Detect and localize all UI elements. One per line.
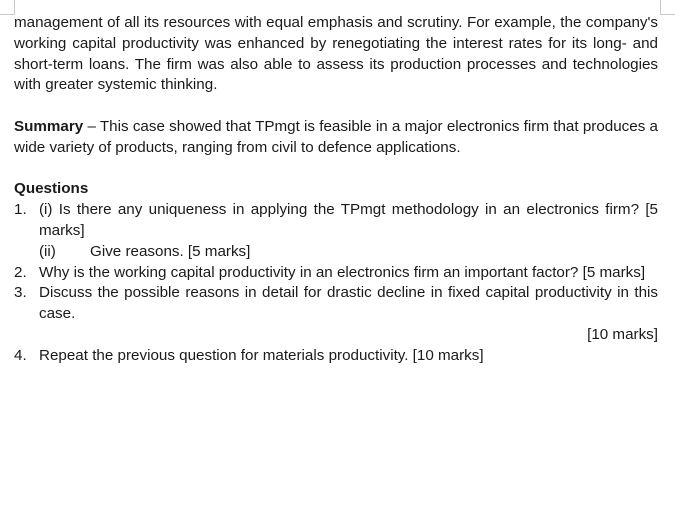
summary-label: Summary [14, 117, 84, 135]
question-subpart [39, 242, 658, 263]
question-number: 3. [14, 284, 27, 302]
question-number: 1. [14, 201, 27, 219]
question-number: 4. [14, 346, 27, 364]
question-item-1 [14, 200, 658, 262]
summary-paragraph [14, 117, 658, 159]
questions-list [14, 200, 658, 366]
question-marks: [10 marks] [587, 325, 658, 343]
question-item-4 [14, 346, 658, 367]
summary-text: – This case showed that TPmgt is feasible in a major electronics firm that produces a wide variety of products, ranging from civil to defence applications. [14, 117, 658, 156]
subpart-text: Give reasons. [5 marks] [90, 242, 251, 260]
question-text: Discuss the possible reasons in detail for drastic decline in fixed capital productivity in this case. [39, 284, 658, 323]
question-text: Why is the working capital productivity in an electronics firm an important factor? [5 marks] [39, 263, 646, 281]
question-item-2 [14, 263, 658, 284]
intro-paragraph: management of all its resources with equal emphasis and scrutiny. For example, the company's working capital productivity was enhanced by renegotiating the interest rates for its long- and short-term loans. The firm was also able to assess its production processes and technologies with greater systemic thinking. [14, 14, 658, 94]
paragraph-spacer [14, 96, 658, 117]
page-corner-mark-left [0, 0, 15, 15]
question-text: Repeat the previous question for materials productivity. [10 marks] [39, 346, 484, 364]
page-corner-mark-right [660, 0, 675, 15]
questions-heading: Questions [14, 180, 89, 198]
document-page [14, 13, 658, 367]
question-text: (i) Is there any uniqueness in applying the TPmgt methodology in an electronics firm? [5 marks] [39, 201, 658, 239]
subpart-numeral: (ii) [39, 242, 56, 260]
question-number: 2. [14, 263, 27, 281]
question-item-3 [14, 283, 658, 345]
paragraph-spacer [14, 159, 658, 180]
